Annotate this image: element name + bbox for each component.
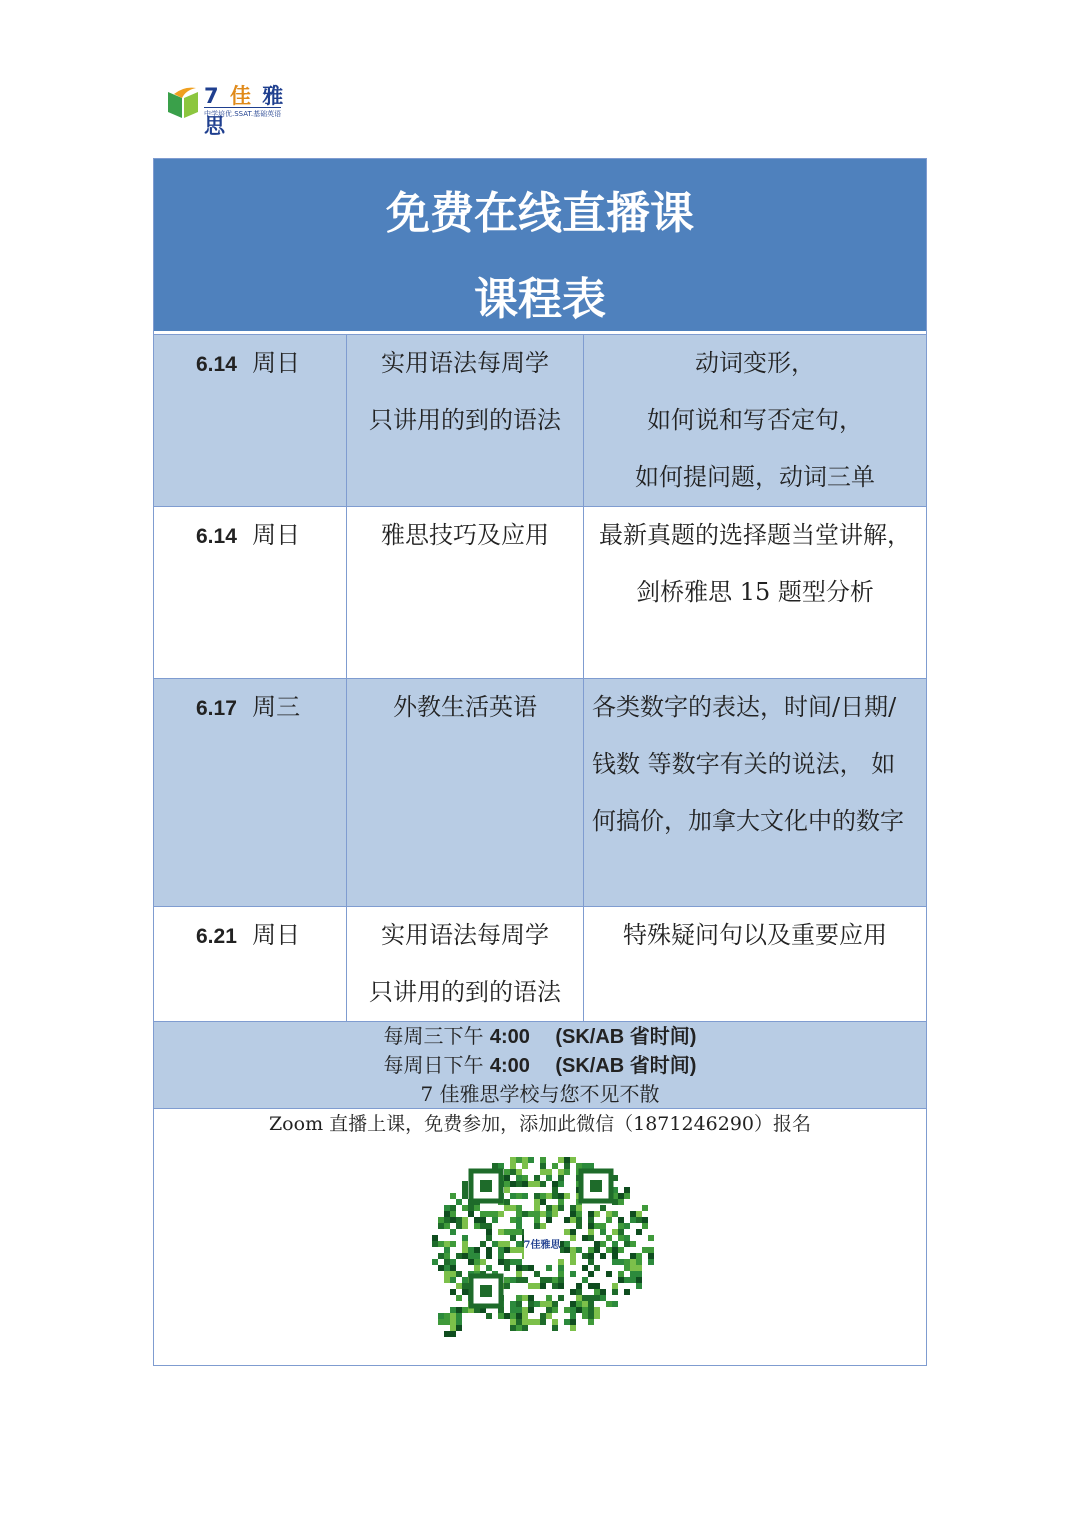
course-line: 外教生活英语 [393, 693, 537, 721]
course-line: 只讲用的到的语法 [369, 978, 561, 1006]
content-line: 如何说和写否定句， [647, 406, 863, 434]
content-line: 特殊疑问句以及重要应用 [623, 921, 887, 949]
content-cell [584, 679, 926, 906]
slogan: 7 佳雅思学校与您不见不散 [420, 1082, 660, 1106]
weekday: 周日 [252, 349, 301, 377]
course-cell [347, 335, 584, 506]
weekday: 周日 [252, 921, 301, 949]
logo [166, 78, 306, 138]
page-subtitle: 课程表 [474, 274, 606, 325]
course-line: 实用语法每周学 [381, 349, 549, 377]
content-line: 各类数字的表达，时间/日期/ [592, 693, 897, 721]
wechat-qr-code[interactable] [426, 1151, 656, 1356]
weekday: 周日 [252, 521, 301, 549]
logo-brand: 7 佳 雅思 [204, 84, 286, 138]
signup-text: Zoom 直播上课，免费参加，添加此微信（1871246290）报名 [268, 1113, 812, 1135]
content-cell [584, 335, 926, 506]
content-line: 钱数 等数字有关的说法， 如 [592, 750, 896, 778]
table-row [154, 678, 926, 906]
content-line: 剑桥雅思 15 题型分析 [636, 578, 874, 606]
content-cell [584, 507, 926, 678]
weekday: 周三 [252, 693, 301, 721]
table-row [154, 506, 926, 678]
svg-text:7佳雅思: 7佳雅思 [523, 1240, 561, 1251]
content-line: 何搞价，加拿大文化中的数字 [592, 807, 904, 835]
table-row [154, 334, 926, 506]
date-cell [154, 507, 347, 678]
course-cell [347, 907, 584, 1021]
date: 6.21 [196, 925, 237, 948]
course-line: 只讲用的到的语法 [369, 406, 561, 434]
course-line: 雅思技巧及应用 [381, 521, 549, 549]
date: 6.14 [196, 525, 237, 548]
course-cell [347, 507, 584, 678]
schedule-table [153, 158, 927, 1366]
course-line: 实用语法每周学 [381, 921, 549, 949]
time-line-sun: 每周日下午 4:00 (SK/AB 省时间) [383, 1053, 697, 1077]
page-title: 免费在线直播课 [386, 188, 694, 239]
date-cell [154, 335, 347, 506]
book-icon [166, 86, 200, 118]
content-line: 动词变形， [695, 349, 815, 377]
time-line-wed: 每周三下午 4:00 (SK/AB 省时间) [383, 1024, 697, 1048]
date: 6.17 [196, 697, 237, 720]
date-cell [154, 907, 347, 1021]
course-cell [347, 679, 584, 906]
content-line: 最新真题的选择题当堂讲解， [599, 521, 911, 549]
table-row [154, 906, 926, 1021]
table-header [154, 159, 926, 334]
content-cell [584, 907, 926, 1021]
content-line: 如何提问题，动词三单 [635, 463, 875, 491]
date-cell [154, 679, 347, 906]
date: 6.14 [196, 353, 237, 376]
schedule-times [154, 1021, 926, 1108]
logo-tagline: 中学培优.SSAT.基础英语 [204, 107, 281, 119]
signup-section [154, 1108, 926, 1365]
